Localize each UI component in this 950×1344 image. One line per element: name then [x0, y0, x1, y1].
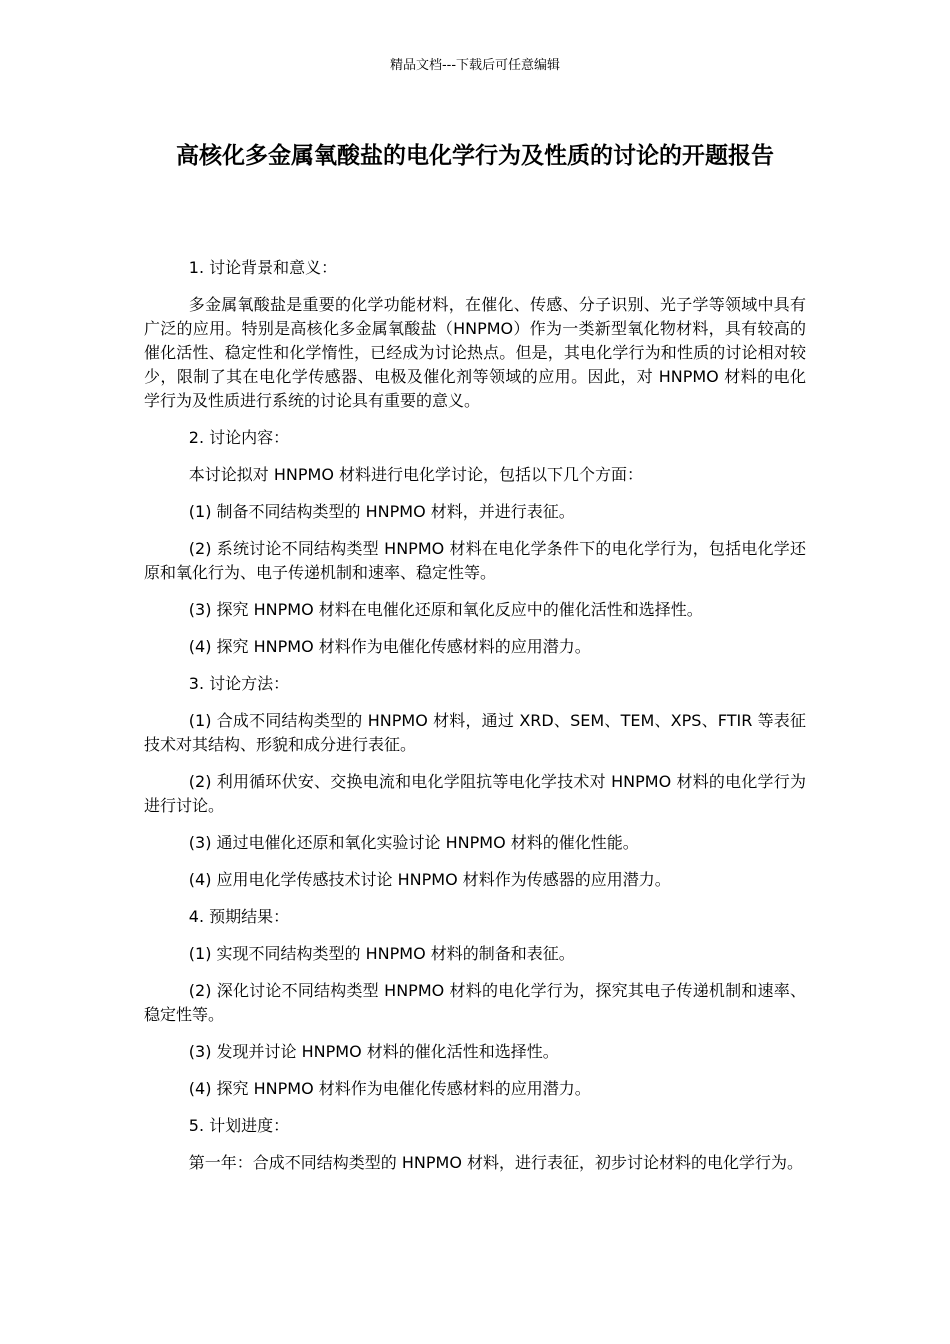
paragraph-schedule-year-one: 第一年：合成不同结构类型的 HNPMO 材料，进行表征，初步讨论材料的电化学行为。 — [188, 1153, 804, 1172]
list-item: (1) 实现不同结构类型的 HNPMO 材料的制备和表征。 — [188, 944, 575, 963]
list-item: (1) 制备不同结构类型的 HNPMO 材料，并进行表征。 — [188, 502, 575, 521]
section-heading-expected-results: 4. 预期结果： — [188, 907, 290, 926]
list-item: (2) 深化讨论不同结构类型 HNPMO 材料的电化学行为，探究其电子传递机制和速率、稳定性等。 — [144, 981, 806, 1024]
document-body — [144, 256, 806, 1188]
list-item: (4) 探究 HNPMO 材料作为电催化传感材料的应用潜力。 — [188, 637, 591, 656]
list-item: (4) 应用电化学传感技术讨论 HNPMO 材料作为传感器的应用潜力。 — [188, 870, 671, 889]
paragraph-background: 多金属氧酸盐是重要的化学功能材料，在催化、传感、分子识别、光子学等领域中具有广泛的应用。特别是高核化多金属氧酸盐（HNPMO）作为一类新型氧化物材料，具有较高的催化活性、稳定性和化学惰性，已经成为讨论热点。但是，其电化学行为和性质的讨论相对较少，限制了其在电化学传感器、电极及催化剂等领域的应用。因此，对 HNPMO 材料的电化学行为及性质进行系统的讨论具有重要的意义。 — [144, 295, 806, 410]
list-item: (4) 探究 HNPMO 材料作为电催化传感材料的应用潜力。 — [188, 1079, 591, 1098]
header-note: 精品文档---下载后可任意编辑 — [389, 58, 561, 73]
list-item: (3) 通过电催化还原和氧化实验讨论 HNPMO 材料的催化性能。 — [188, 833, 639, 852]
paragraph-content-intro: 本讨论拟对 HNPMO 材料进行电化学讨论，包括以下几个方面： — [188, 465, 644, 484]
list-item: (1) 合成不同结构类型的 HNPMO 材料，通过 XRD、SEM、TEM、XPS、FTIR 等表征技术对其结构、形貌和成分进行表征。 — [144, 711, 806, 754]
section-heading-background: 1. 讨论背景和意义： — [188, 258, 338, 277]
document-title: 高核化多金属氧酸盐的电化学行为及性质的讨论的开题报告 — [176, 143, 774, 169]
section-heading-methods: 3. 讨论方法： — [188, 674, 290, 693]
list-item: (2) 系统讨论不同结构类型 HNPMO 材料在电化学条件下的电化学行为，包括电化学还原和氧化行为、电子传递机制和速率、稳定性等。 — [144, 539, 806, 582]
list-item: (3) 探究 HNPMO 材料在电催化还原和氧化反应中的催化活性和选择性。 — [188, 600, 703, 619]
list-item: (3) 发现并讨论 HNPMO 材料的催化活性和选择性。 — [188, 1042, 559, 1061]
list-item: (2) 利用循环伏安、交换电流和电化学阻抗等电化学技术对 HNPMO 材料的电化学行为进行讨论。 — [144, 772, 806, 815]
section-heading-schedule: 5. 计划进度： — [188, 1116, 290, 1135]
section-heading-content: 2. 讨论内容： — [188, 428, 290, 447]
